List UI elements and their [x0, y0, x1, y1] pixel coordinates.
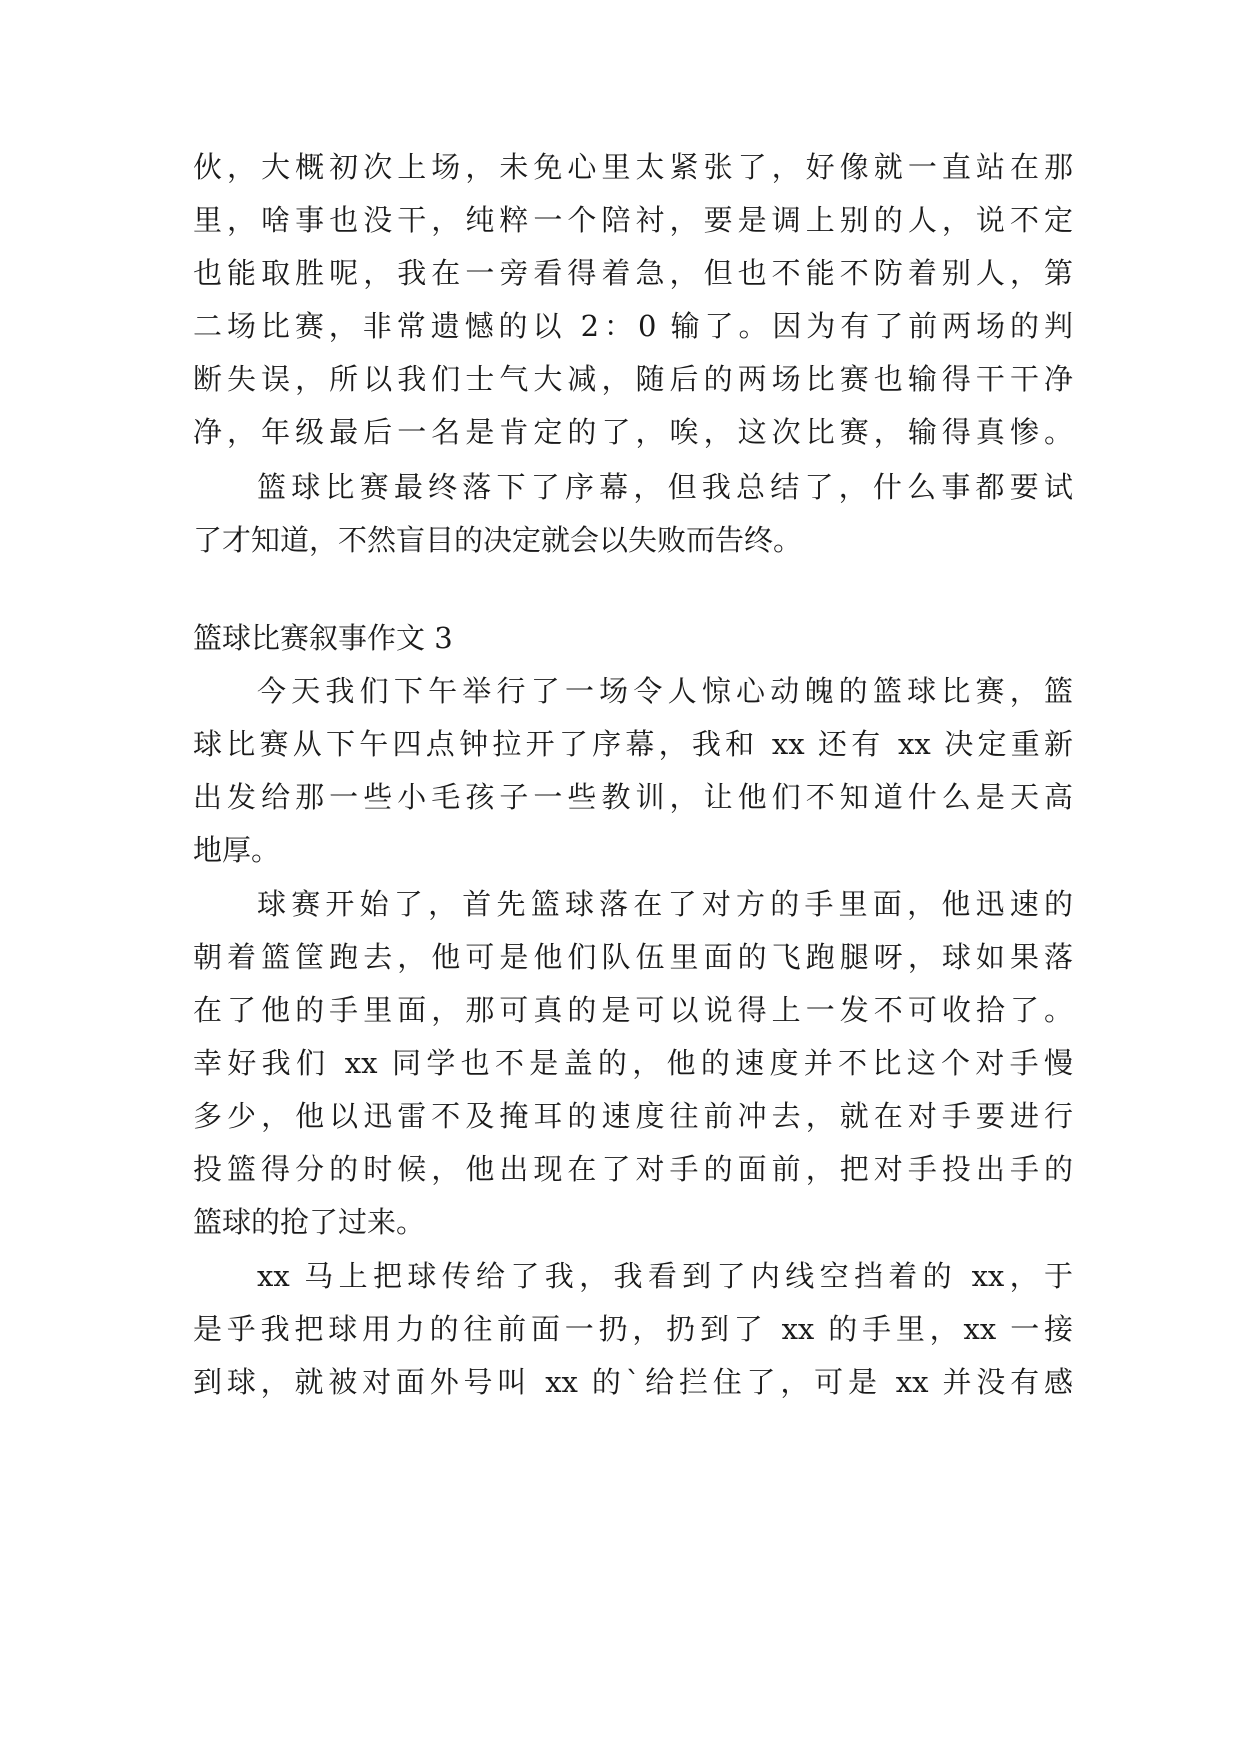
- text-line: 断失误，所以我们士气大减，随后的两场比赛也输得干干净: [193, 362, 1073, 396]
- text-line: 篮球的抢了过来。: [193, 1205, 426, 1239]
- text-line: 了才知道，不然盲目的决定就会以失败而告终。: [193, 523, 803, 557]
- text-line: 里，啥事也没干，纯粹一个陪衬，要是调上别的人，说不定: [193, 203, 1073, 237]
- text-line: 地厚。: [193, 833, 281, 867]
- text-line: 是乎我把球用力的往前面一扔，扔到了 xx 的手里，xx 一接: [193, 1312, 1073, 1346]
- text-line: 出发给那一些小毛孩子一些教训，让他们不知道什么是天高: [193, 780, 1073, 814]
- text-line: 多少，他以迅雷不及掩耳的速度往前冲去，就在对手要进行: [193, 1099, 1073, 1133]
- text-line: 篮球比赛最终落下了序幕，但我总结了，什么事都要试: [257, 470, 1073, 504]
- text-line: 球赛开始了，首先篮球落在了对方的手里面，他迅速的: [257, 887, 1073, 921]
- text-line: 投篮得分的时候，他出现在了对手的面前，把对手投出手的: [193, 1152, 1073, 1186]
- text-line: 幸好我们 xx 同学也不是盖的，他的速度并不比这个对手慢: [193, 1046, 1073, 1080]
- text-line: 二场比赛，非常遗憾的以 2：0 输了。因为有了前两场的判: [193, 309, 1073, 343]
- text-line: 净，年级最后一名是肯定的了，唉，这次比赛，输得真惨。: [193, 415, 1073, 449]
- text-line: 在了他的手里面，那可真的是可以说得上一发不可收拾了。: [193, 993, 1073, 1027]
- section-heading: 篮球比赛叙事作文 3: [193, 621, 453, 655]
- text-line: xx 马上把球传给了我，我看到了内线空挡着的 xx，于: [257, 1259, 1073, 1293]
- text-line: 到球，就被对面外号叫 xx 的`给拦住了，可是 xx 并没有感: [193, 1365, 1073, 1399]
- text-line: 也能取胜呢，我在一旁看得着急，但也不能不防着别人，第: [193, 256, 1073, 290]
- text-line: 今天我们下午举行了一场令人惊心动魄的篮球比赛，篮: [257, 674, 1073, 708]
- text-line: 朝着篮筐跑去，他可是他们队伍里面的飞跑腿呀，球如果落: [193, 940, 1073, 974]
- text-line: 球比赛从下午四点钟拉开了序幕，我和 xx 还有 xx 决定重新: [193, 727, 1073, 761]
- text-line: 伙，大概初次上场，未免心里太紧张了，好像就一直站在那: [193, 150, 1073, 184]
